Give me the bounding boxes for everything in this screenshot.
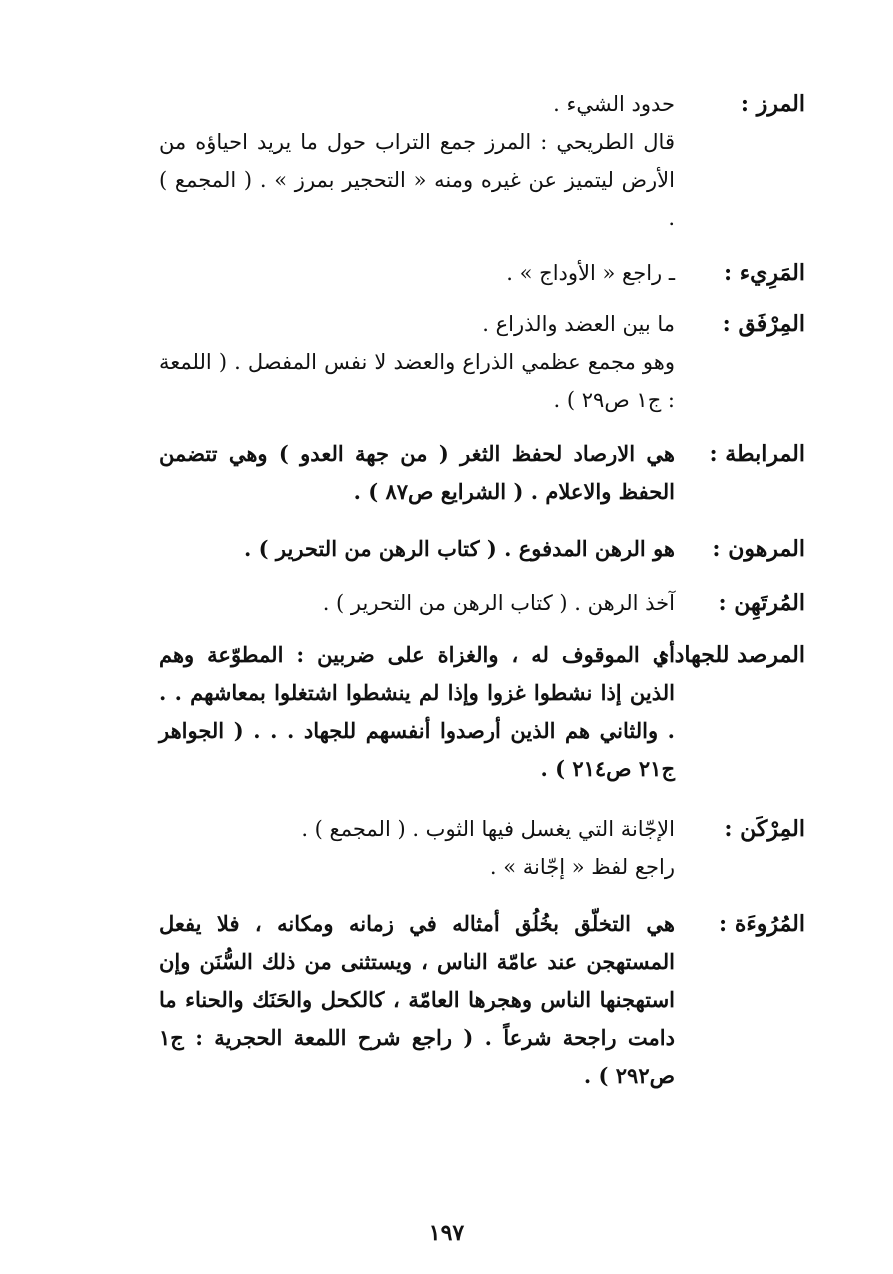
- entry-murabata: [95, 435, 805, 511]
- entry-murtahin: [95, 584, 805, 622]
- entry-term: المرابطة :: [709, 441, 805, 467]
- entry-term: المُرُوءَة :: [719, 911, 805, 937]
- entry-marhun: [95, 530, 805, 568]
- definition-line: الإجّانة التي يغسل فيها الثوب . ( المجمع ) .: [301, 817, 675, 841]
- definition-line: حدود الشيء .: [553, 92, 675, 116]
- entry-definition: [159, 810, 675, 886]
- entry-marsad: [95, 636, 805, 788]
- entry-definition: [159, 905, 675, 1095]
- entry-definition: [159, 636, 675, 788]
- entry-definition: [159, 254, 675, 292]
- definition-line: راجع لفظ « إجّانة » .: [489, 855, 675, 879]
- entry-term: المرهون :: [712, 536, 805, 562]
- definition-line: وهو مجمع عظمي الذراع والعضد لا نفس المفصل . ( اللمعة : ج١ ص٢٩ ) .: [159, 350, 675, 412]
- entry-definition: [159, 435, 675, 511]
- entry-definition: [159, 530, 675, 568]
- definition-line: آخذ الرهن . ( كتاب الرهن من التحرير ) .: [322, 591, 675, 615]
- entry-definition: [159, 85, 675, 237]
- definition-line: ما بين العضد والذراع .: [482, 312, 675, 336]
- definition-line: هي التخلّق بخُلُق أمثاله في زمانه ومكانه ، فلا يفعل المستهجن عند عامّة الناس ، ويستثنى من ذلك السُّنَن وإن استهجنها الناس وهجرها العامّة ، كالكحل والحَنَك والحناء ما دامت راجحة شرعاً . ( راجع شرح اللمعة الحجرية : ج١ ص٢٩٢ ) .: [159, 911, 675, 1088]
- entry-term: المرصد للجهاد :: [658, 642, 805, 668]
- entry-muruwwa: [95, 905, 805, 1095]
- definition-line: هي الارصاد لحفظ الثغر ( من جهة العدو ) وهي تتضمن الحفظ والاعلام . ( الشرايع ص٨٧ ) .: [159, 441, 675, 504]
- definition-line: أي الموقوف له ، والغزاة على ضربين : المطوّعة وهم الذين إذا نشطوا غزوا وإذا لم ينشطوا اشتغلوا بمعاشهم . . . والثاني هم الذين أرصدوا أنفسهم للجهاد . . . ( الجواهر ج٢١ ص٢١٤ ) .: [159, 642, 675, 781]
- page-number: ١٩٧: [428, 1220, 465, 1246]
- entry-definition: [159, 305, 675, 419]
- definition-line: ـ راجع « الأوداج » .: [506, 261, 675, 285]
- entry-term: المِرْكَن :: [724, 816, 805, 842]
- definition-line: هو الرهن المدفوع . ( كتاب الرهن من التحرير ) .: [244, 536, 675, 561]
- definition-line: قال الطريحي : المرز جمع التراب حول ما يريد احياؤه من الأرض ليتميز عن غيره ومنه « التحجير بمرز » . ( المجمع ) .: [159, 130, 675, 230]
- entry-mari: [95, 254, 805, 292]
- entry-marz: [95, 85, 805, 237]
- entry-definition: [159, 584, 675, 622]
- entry-mirkan: [95, 810, 805, 886]
- entry-term: المِرْفَق :: [722, 311, 805, 337]
- entry-term: المُرتَهِن :: [718, 590, 805, 616]
- entry-term: المَرِيء :: [723, 260, 805, 286]
- entry-mirfaq: [95, 305, 805, 419]
- entry-term: المرز :: [740, 91, 805, 117]
